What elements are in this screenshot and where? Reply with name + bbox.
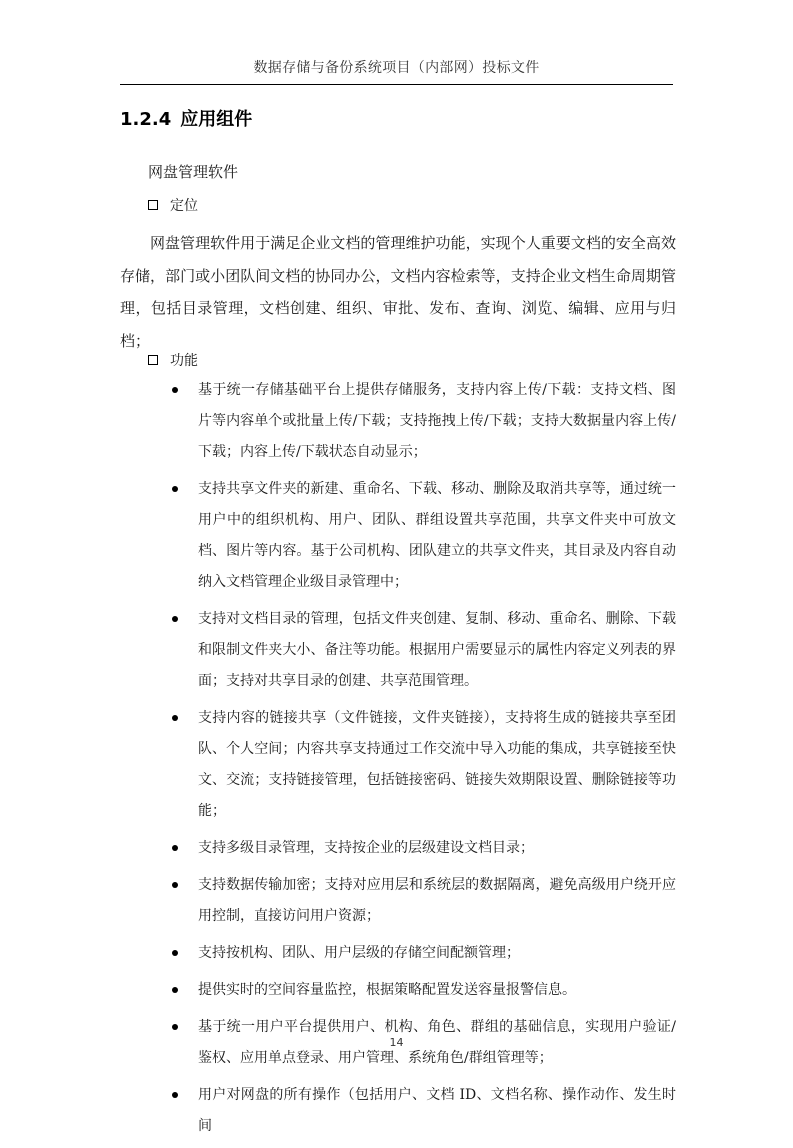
functions-list: [168, 375, 676, 1148]
positioning-paragraph: 网盘管理软件用于满足企业文档的管理维护功能，实现个人重要文档的安全高效存储，部门或小团队间文档的协同办公，文档内容检索等，支持企业文档生命周期管理，包括目录管理，文档创建、组织、审批、发布、查询、浏览、编辑、应用与归档；: [120, 234, 676, 350]
bullet-icon: [172, 1092, 178, 1098]
bullet-icon: [172, 950, 178, 956]
bullet-icon: [172, 715, 178, 721]
checkbox-icon: [148, 200, 158, 210]
list-item: [168, 703, 676, 827]
list-item: [168, 604, 676, 697]
list-item-text: 支持按机构、团队、用户层级的存储空间配额管理；: [198, 945, 520, 961]
list-item-text: 基于统一用户平台提供用户、机构、角色、群组的基础信息，实现用户验证/鉴权、应用单点登录、用户管理、系统角色/群组管理等；: [198, 1019, 676, 1066]
section-heading: [120, 105, 252, 131]
list-item: [168, 375, 676, 468]
functions-heading: [148, 350, 198, 370]
section-title: 应用组件: [180, 109, 253, 130]
bullet-icon: [172, 616, 178, 622]
list-item: [168, 474, 676, 598]
list-item-text: 支持对文档目录的管理，包括文件夹创建、复制、移动、重命名、删除、下载和限制文件夹大小、备注等功能。根据用户需要显示的属性内容定义列表的界面；支持对共享目录的创建、共享范围管理。: [198, 611, 676, 689]
list-item: [168, 870, 676, 932]
list-item-text: 用户对网盘的所有操作（包括用户、文档 ID、文档名称、操作动作、发生时间: [198, 1087, 676, 1134]
list-item-text: 支持内容的链接共享（文件链接，文件夹链接），支持将生成的链接共享至团队、个人空间；内容共享支持通过工作交流中导入功能的集成，共享链接至快文、交流；支持链接管理，包括链接密码、链接失效期限设置、删除链接等功能；: [198, 710, 676, 819]
bullet-icon: [172, 387, 178, 393]
list-item-text: 基于统一存储基础平台上提供存储服务，支持内容上传/下载：支持文档、图片等内容单个或批量上传/下载；支持拖拽上传/下载；支持大数据量内容上传/下载；内容上传/下载状态自动显示；: [198, 382, 676, 460]
list-item-text: 支持共享文件夹的新建、重命名、下载、移动、删除及取消共享等，通过统一用户中的组织机构、用户、团队、群组设置共享范围，共享文件夹中可放文档、图片等内容。基于公司机构、团队建立的共享文件夹，其目录及内容自动纳入文档管理企业级目录管理中；: [198, 481, 676, 590]
list-item: [168, 833, 676, 864]
bullet-icon: [172, 987, 178, 993]
bullet-icon: [172, 486, 178, 492]
header-divider: [120, 84, 673, 85]
list-item: [168, 975, 676, 1006]
functions-label: 功能: [170, 353, 198, 369]
checkbox-icon: [148, 355, 158, 365]
positioning-label: 定位: [170, 198, 198, 214]
list-item-text: 支持数据传输加密；支持对应用层和系统层的数据隔离，避免高级用户绕开应用控制，直接访问用户资源；: [198, 877, 676, 924]
bullet-icon: [172, 1024, 178, 1030]
positioning-heading: [148, 195, 198, 215]
list-item-text: 提供实时的空间容量监控，根据策略配置发送容量报警信息。: [198, 982, 576, 998]
page-header: 数据存储与备份系统项目（内部网）投标文件: [253, 60, 540, 76]
bullet-icon: [172, 845, 178, 851]
list-item: [168, 938, 676, 969]
list-item: [168, 1080, 676, 1142]
bullet-icon: [172, 882, 178, 888]
section-number: 1.2.4: [120, 109, 172, 130]
list-item-text: 支持多级目录管理，支持按企业的层级建设文档目录；: [198, 840, 534, 856]
page-number: 14: [389, 1036, 404, 1049]
subsection-title: 网盘管理软件: [148, 163, 239, 181]
